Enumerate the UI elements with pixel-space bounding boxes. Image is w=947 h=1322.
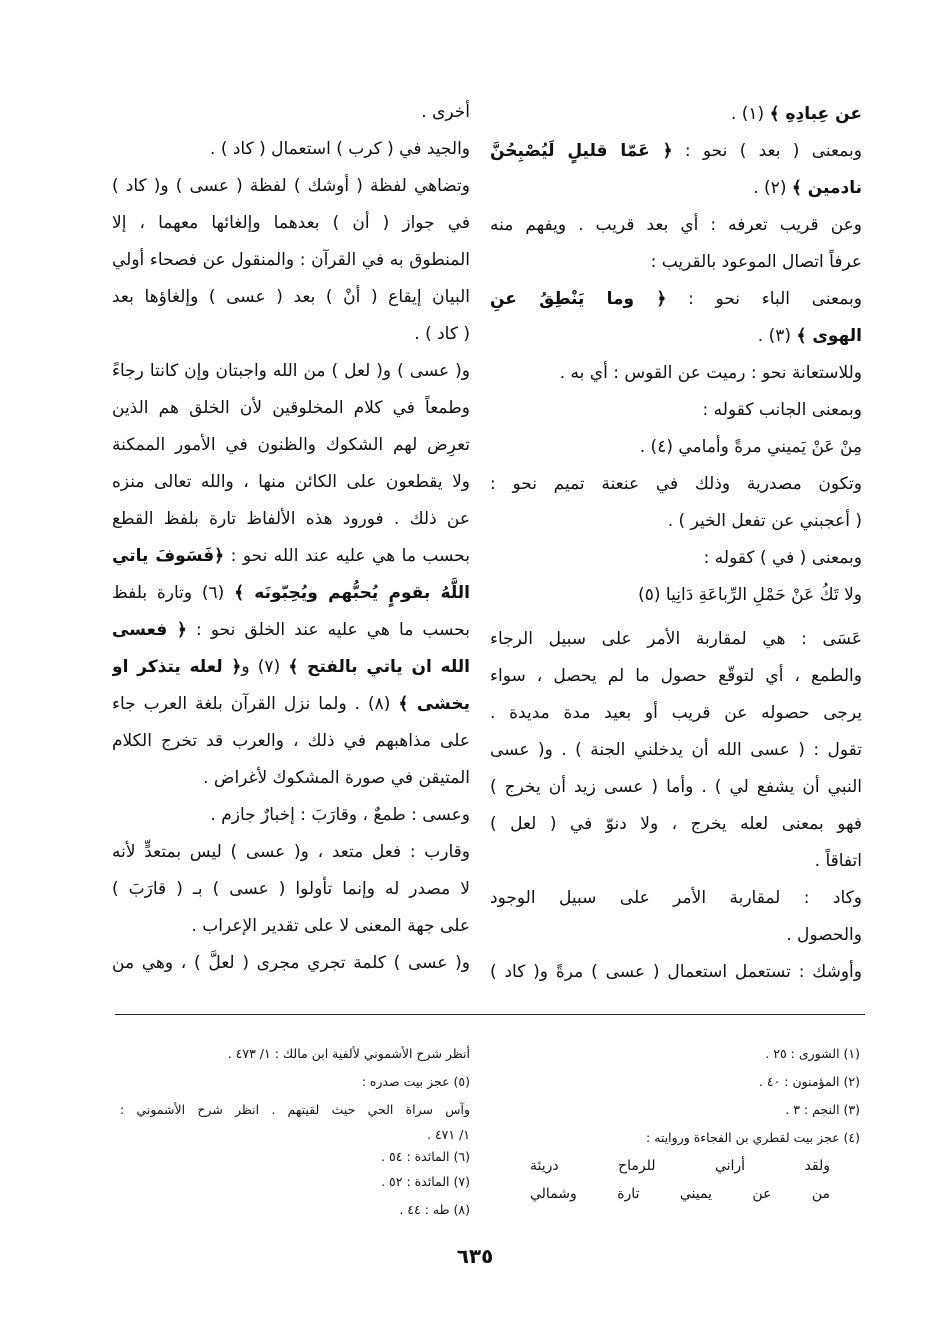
page-number: ٦٣٥ [456, 1244, 494, 1268]
text-segment: وبمعنى ( بعد ) نحو : [672, 141, 862, 161]
text-line [120, 1068, 470, 1096]
text-line [112, 797, 470, 834]
text-segment: وطمعاً في كلام المخلوقين لأن الخلق هم الذين [112, 398, 470, 418]
text-line [112, 760, 470, 797]
text-line [490, 880, 862, 917]
footnotes-left-column [120, 1040, 470, 1224]
text-segment: (٤) عجز بيت لقطري بن الفجاءة وروايته : [646, 1130, 860, 1145]
text-line [490, 466, 862, 503]
text-line [490, 170, 862, 207]
text-segment: على جهة المعنى لا على تقدير الإعراب . [191, 916, 470, 936]
text-segment: (٥) عجز بيت صدره : [361, 1074, 470, 1089]
text-segment: المنطوق به في القرآن : والمنقول عن فصحاء أولي [112, 250, 470, 270]
text-line [112, 427, 470, 464]
text-segment: (٧) المائدة : ٥٢ . [381, 1174, 470, 1189]
text-segment: مِنْ عَنْ يَميني مرةً وأمامي (٤) . [639, 437, 862, 457]
text-segment: (١) الشورى : ٢٥ . [765, 1046, 860, 1061]
text-line [120, 1168, 470, 1196]
text-segment: (٨) . ولما نزل القرآن بلغة العرب جاء [112, 694, 399, 714]
text-line [490, 318, 862, 355]
text-segment: على مذاهبهم في ذلك ، والعرب قد تخرج الكلام [112, 731, 470, 751]
text-line [490, 281, 862, 318]
footnotes-right-column [480, 1040, 860, 1208]
text-line [490, 133, 862, 170]
text-segment: (٨) طه : ٤٤ . [399, 1202, 470, 1217]
text-segment: من عن يميني تارة وشمالي [530, 1186, 830, 1202]
text-line [112, 94, 470, 131]
text-line [112, 316, 470, 353]
text-line [490, 658, 862, 695]
text-line [490, 540, 862, 577]
text-segment: عن ذلك . فورود هذه الألفاظ تارة بلفظ القطع [112, 509, 470, 529]
text-segment: (٦) المائدة : ٥٤ . [381, 1149, 470, 1164]
text-segment: اتفاقاً . [814, 851, 862, 871]
text-segment: ولا تَكُ عَنْ حَمْلِ الرِّباعَةِ دَانِيا (٥) [638, 585, 862, 605]
text-line [480, 1096, 860, 1124]
text-segment: (٧) و [241, 657, 289, 677]
text-line [112, 279, 470, 316]
text-line [112, 871, 470, 908]
text-line [112, 168, 470, 205]
text-segment: ولا يقطعون على الكائن منها ، والله تعالى منزه [112, 472, 470, 492]
text-segment: وآس سراة الحي حيث لقيتهم . انظر شرح الأشموني : [120, 1102, 470, 1117]
text-line [480, 1124, 860, 1152]
verse-line [530, 1152, 860, 1180]
text-segment: ١/ ٤٧١ . [426, 1127, 470, 1142]
text-segment: و( عسى ) كلمة تجري مجرى ( لعلَّ ) ، وهي من [112, 953, 470, 973]
quran-quote: اللَّهُ بقومٍ يُحبُّهم ويُحِبّونَه ﴾ [234, 583, 470, 603]
text-segment: بحسب ما هي عليه عند الله نحو : [224, 546, 470, 566]
text-line [112, 205, 470, 242]
text-line [490, 429, 862, 466]
quran-quote: ﴿ وما يَنْطِقُ عنِ [490, 289, 667, 309]
text-line [112, 612, 470, 649]
text-segment: وأوشك : تستعمل استعمال ( عسى ) مرةً و( كاد ) [490, 962, 862, 982]
text-segment: ( كاد ) . [414, 324, 470, 344]
text-segment: عرفاً اتصال الموعود بالقريب : [650, 252, 862, 272]
quran-quote: الهوى ﴾ [796, 326, 862, 346]
text-segment: وتكون مصدرية وذلك في عنعنة تميم نحو : [490, 474, 862, 494]
text-segment: (١) . [730, 104, 770, 124]
text-segment: وبمعنى الجانب كقوله : [702, 400, 862, 420]
text-segment: ولقد أراني للرماح دريئة [530, 1158, 830, 1174]
text-segment: يرجى حصوله عن قريب أو بعيد مدة مديدة . [490, 703, 862, 723]
text-segment: المتيقن في صورة المشكوك لأغراض . [203, 768, 470, 788]
text-segment: وتضاهي لفظة ( أوشك ) لفظة ( عسى ) و( كاد ) [112, 176, 470, 196]
quran-quote: ﴿ لعله يتذكر او [112, 657, 242, 677]
quran-quote: يخشى ﴾ [398, 694, 470, 714]
text-segment: تقول : ( عسى الله أن يدخلني الجنة ) . و( عسى [490, 740, 862, 760]
text-segment: في جواز ( أن ) بعدهما وإلغائها معهما ، إلا [112, 213, 470, 233]
text-segment: (٢) . [753, 178, 792, 198]
text-line [120, 1096, 470, 1124]
text-line [120, 1124, 470, 1146]
text-segment: وبمعنى ( في ) كقوله : [703, 548, 862, 568]
quran-quote: ﴿ فعسى [112, 620, 187, 640]
text-segment: تعرِض لهم الشكوك والظنون في الأمور الممكنة [112, 435, 470, 455]
text-line [112, 686, 470, 723]
text-line [112, 131, 470, 168]
text-segment: والطمع ، أي لتوقّع حصول ما لم يحصل ، سواء [490, 666, 862, 686]
text-line [490, 806, 862, 843]
text-line [112, 908, 470, 945]
text-line [112, 353, 470, 390]
text-line [490, 355, 862, 392]
text-line [490, 503, 862, 540]
text-line [112, 464, 470, 501]
text-line [490, 244, 862, 281]
text-segment: والجيد في ( كرب ) استعمال ( كاد ) . [210, 139, 470, 159]
text-line [112, 390, 470, 427]
text-line [112, 649, 470, 686]
main-text-right-column [490, 96, 862, 991]
main-text-left-column [112, 94, 470, 982]
text-line [490, 769, 862, 806]
quran-quote: عن عِبادِهِ ﴾ [769, 104, 862, 124]
text-segment: (٣) . [757, 326, 797, 346]
text-line [490, 392, 862, 429]
text-segment: و( عسى ) و( لعل ) من الله واجبتان وإن كانتا رجاءً [112, 361, 470, 381]
text-line [490, 954, 862, 991]
text-segment: وبمعنى الباء نحو : [666, 289, 862, 309]
text-segment: والحصول . [786, 925, 862, 945]
text-line [490, 621, 862, 658]
text-segment: فهو بمعنى لعله يخرج ، ولا دنوّ في ( لعل ) [490, 814, 862, 834]
text-line [112, 501, 470, 538]
text-line [112, 723, 470, 760]
text-line [480, 1040, 860, 1068]
text-line [112, 834, 470, 871]
text-segment: النبي أن يشفع لي ) . وأما ( عسى زيد أن يخرج ) [490, 777, 862, 797]
text-line [490, 695, 862, 732]
text-line [112, 242, 470, 279]
text-segment: البيان إيقاع ( أنْ ) بعد ( عسى ) وإلغاؤها بعد [112, 287, 470, 307]
text-line [120, 1146, 470, 1168]
text-segment: وعسى : طمعٌ ، وقارَبَ : إخبارٌ جازم . [210, 805, 470, 825]
text-line [480, 1068, 860, 1096]
footnote-divider [115, 1014, 865, 1015]
quran-quote: نادمين ﴾ [791, 178, 862, 198]
text-line [490, 732, 862, 769]
text-line [490, 96, 862, 133]
text-line [490, 843, 862, 880]
text-line [490, 917, 862, 954]
text-segment: وعن قريب تعرفه : أي بعد قريب . ويفهم منه [490, 215, 862, 235]
text-segment: وكاد : لمقاربة الأمر على سبيل الوجود [490, 888, 862, 908]
verse-line [530, 1180, 860, 1208]
text-segment: (٦) وتارة بلفظ [112, 583, 225, 603]
text-segment: (٢) المؤمنون : ٤٠ . [758, 1074, 860, 1089]
text-segment: ( أعجبني عن تفعل الخير ) . [667, 511, 862, 531]
quran-quote: ﴿فَسَوفَ ياتي [112, 546, 225, 566]
text-segment: عَسَى : هي لمقاربة الأمر على سبيل الرجاء [490, 629, 862, 649]
text-line [490, 577, 862, 614]
text-segment: أخرى . [421, 102, 470, 122]
text-segment: وقارب : فعل متعد ، و( عسى ) ليس بمتعدٍّ لأنه [112, 842, 470, 862]
text-line [112, 575, 470, 612]
text-segment: بحسب ما هي عليه عند الخلق نحو : [186, 620, 470, 640]
text-line [112, 945, 470, 982]
text-segment: وللاستعانة نحو : رميت عن القوس : أي به . [559, 363, 862, 383]
text-segment: لا مصدر له وإنما تأولوا ( عسى ) بـ ( قارَبَ ) [112, 879, 470, 899]
text-line [112, 538, 470, 575]
text-segment: أنظر شرح الأشموني لألفية ابن مالك : ١/ ٤٧٣ . [227, 1046, 470, 1061]
text-segment: (٣) النجم : ٣ . [785, 1102, 860, 1117]
text-line [120, 1196, 470, 1224]
quran-quote: الله ان ياتي بالفتح ﴾ [288, 657, 470, 677]
text-line [120, 1040, 470, 1068]
quran-quote: ﴿ عَمّا قليلٍ لَيُصْبِحُنَّ [490, 141, 673, 161]
text-line [490, 207, 862, 244]
